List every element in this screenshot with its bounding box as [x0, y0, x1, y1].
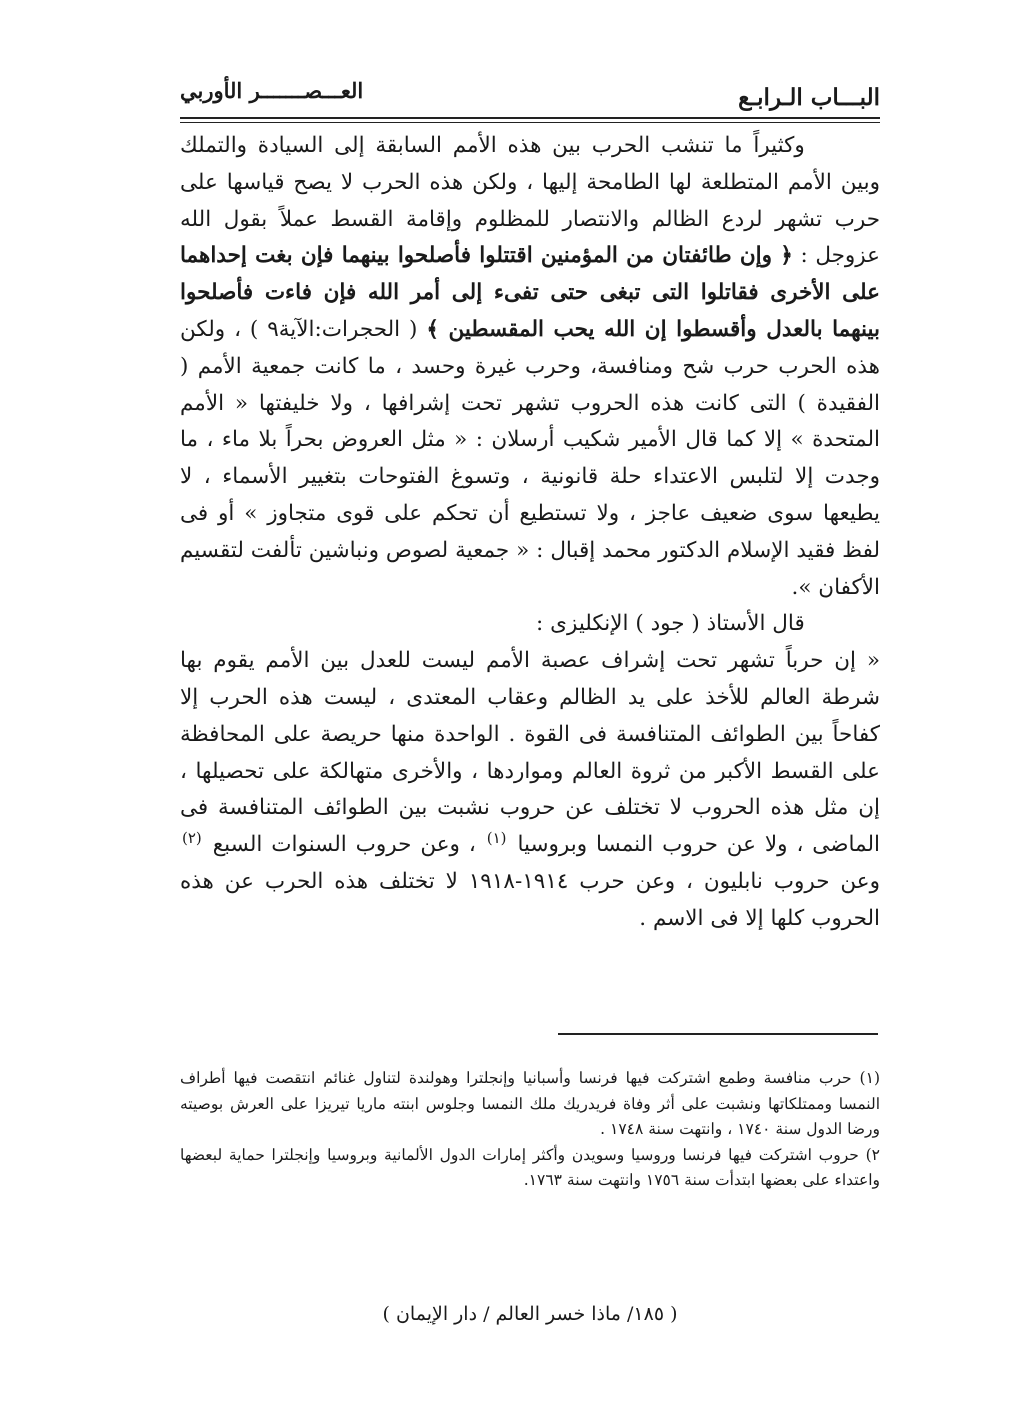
- chapter-title: البـــاب الـرابـع: [738, 84, 880, 111]
- running-header: [180, 74, 880, 114]
- footnote-1: (١) حرب منافسة وطمع اشتركت فيها فرنسا وأسبانيا وإنجلترا وهولندة لتناول غنائم انتقصت فيها أطراف النمسا وممتلكاتها ونشبت على أثر وفاة فريدريك ملك النمسا وجلوس ابنته ماريا تيريزا على العرش بوصيته ورضا الدول سنة ١٧٤٠ ، وانتهت سنة ١٧٤٨ .: [180, 1069, 880, 1138]
- footnote-reference-1[interactable]: (١): [486, 828, 507, 847]
- paragraph-1-rest: ( الحجرات:الآية٩ ) ، ولكن هذه الحرب حرب شح ومنافسة، وحرب غيرة وحسد ، ما كانت جمعية الأمم ( الفقيدة ) التى كانت هذه الحروب تشهر تحت إشرافها ، ولا خليفتها « الأمم المتحدة » إلا كما قال الأمير شكيب أرسلان : « مثل العروض بحراً بلا ماء ، ما وجدت إلا لتلبس الاعتداء حلة قانونية ، وتسوغ الفتوحات بتغيير الأسماء ، لا يطيعها سوى ضعيف عاجز ، ولا تستطيع أن تحكم على قوى متجاوز » أو فى لفظ فقيد الإسلام الدكتور محمد إقبال : « جمعية لصوص ونباشين تألفت لتقسيم الأكفان ».: [180, 316, 880, 600]
- main-text: [180, 128, 880, 938]
- footnote-2: ٢) حروب اشتركت فيها فرنسا وروسيا وسويدن وأكثر إمارات الدول الألمانية وبروسيا وإنجلترا حماية لبعضها واعتداء على بعضها ابتدأت سنة ١٧٥٦ وانتهت سنة ١٧٦٣.: [180, 1145, 880, 1189]
- paragraph-1: [180, 128, 880, 606]
- paragraph-3: [180, 643, 880, 937]
- paragraph-3-part-3: وعن حروب نابليون ، وعن حرب ١٩١٤-١٩١٨ لا تختلف هذه الحرب عن هذه الحروب كلها إلا فى الاسم .: [180, 868, 880, 931]
- paragraph-3-part-1: « إن حرباً تشهر تحت إشراف عصبة الأمم ليست للعدل بين الأمم يقوم بها شرطة العالم للأخذ على يد الظالم وعقاب المعتدى ، ليست هذه الحرب إلا كفاحاً بين الطوائف المتنافسة فى القوة . الواحدة منها حريصة على المحافظة على القسط الأكبر من ثروة العالم ومواردها ، والأخرى متهالكة على تحصيلها ، إن مثل هذه الحروب لا تختلف عن حروب نشبت بين الطوائف المتنافسة فى الماضى ، ولا عن حروب النمسا وبروسيا: [180, 648, 880, 858]
- footnote-reference-2[interactable]: (٢): [182, 828, 202, 847]
- footnotes: [180, 1066, 880, 1194]
- paragraph-3-part-2: ، وعن حروب السنوات السبع: [212, 832, 476, 858]
- footnote-separator: [558, 1033, 878, 1035]
- paragraph-1-lead: وكثيراً ما تنشب الحرب بين هذه الأمم السابقة إلى السيادة والتملك وبين الأمم المتطلعة لها الطامحة إليها ، ولكن هذه الحرب لا يصح قياسها على حرب تشهر لردع الظالم والانتصار للمظلوم وإقامة القسط عملاً بقول الله عزوجل :: [180, 133, 881, 269]
- paragraph-2: قال الأستاذ ( جود ) الإنكليزى :: [536, 611, 805, 637]
- header-rule: [180, 117, 880, 123]
- page-footer: ( ١٨٥/ ماذا خسر العالم / دار الإيمان ): [382, 1303, 678, 1325]
- quran-verse: ﴿ وإن طائفتان من المؤمنين اقتتلوا فأصلحوا بينهما فإن بغت إحداهما على الأخرى فقاتلوا التى تبغى حتى تفىء إلى أمر الله فإن فاءت فأصلحوا بينهما بالعدل وأقسطوا إن الله يحب المقسطين ﴾: [180, 243, 880, 342]
- section-title: العـــصـــــــر الأوربي: [180, 78, 364, 103]
